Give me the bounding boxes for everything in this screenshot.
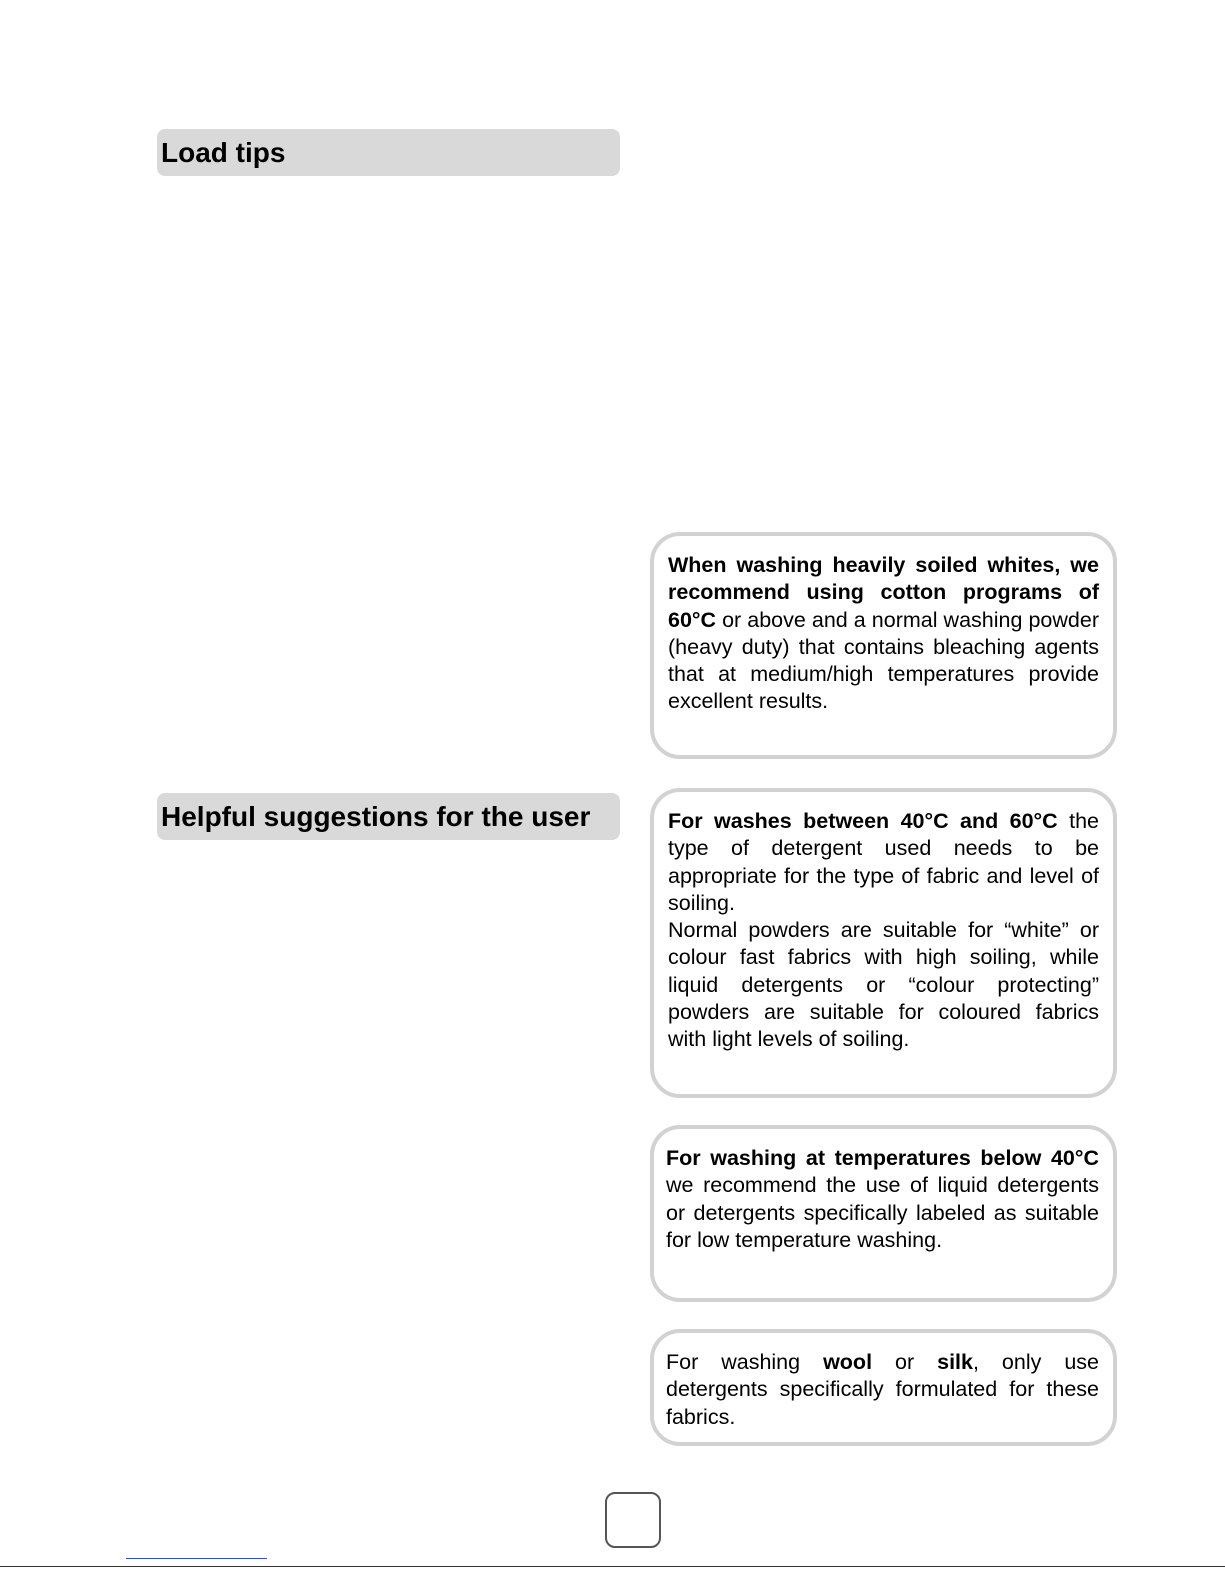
tip-wool-bold-wool: wool — [823, 1350, 873, 1374]
tip-40-60-paragraph-1 — [668, 808, 1099, 917]
page-number-box — [605, 1492, 661, 1548]
tip-whites-paragraph — [668, 552, 1099, 716]
helpful-suggestions-heading-text: Helpful suggestions for the user — [161, 800, 591, 832]
tip-box-40-60 — [650, 788, 1117, 1098]
tip-40-60-text: the type of detergent used needs to be appropriate for the type of fabric and level of soiling. — [668, 809, 1099, 915]
tip-wool-bold-silk: silk — [937, 1350, 973, 1374]
tip-box-below-40 — [650, 1125, 1117, 1302]
page-bottom-rule — [0, 1566, 1225, 1567]
tip-below-40-bold: For washing at temperatures below 40°C — [666, 1146, 1099, 1170]
footer-link-rule — [126, 1558, 267, 1559]
helpful-suggestions-heading — [157, 793, 620, 840]
load-tips-heading — [157, 129, 620, 176]
tip-whites-text: or above and a normal washing powder (heavy duty) that contains bleaching agents that at medium/high temperatures provide excellent results. — [668, 607, 1099, 714]
tip-whites-bold: When washing heavily soiled whites, we recommend using cotton programs of 60°C — [668, 553, 1099, 632]
tip-wool-text-2: or — [872, 1350, 938, 1374]
tip-40-60-bold: For washes between 40°C and 60°C — [668, 809, 1058, 833]
tip-wool-paragraph — [666, 1349, 1099, 1431]
tip-wool-text-1: For washing — [666, 1350, 824, 1374]
load-tips-heading-text: Load tips — [161, 136, 286, 168]
tip-wool-text-3: , only use detergents specifically formulated for these fabrics. — [666, 1350, 1099, 1429]
tip-below-40-text: we recommend the use of liquid detergents or detergents specifically labeled as suitable for low temperature washing. — [666, 1173, 1099, 1252]
tip-box-whites — [650, 532, 1117, 759]
tip-box-wool-silk — [650, 1329, 1117, 1446]
tip-below-40-paragraph — [666, 1145, 1099, 1254]
tip-40-60-paragraph-2: Normal powders are suitable for “white” or colour fast fabrics with high soiling, while liquid detergents or “colour protecting” powders are suitable for coloured fabrics with light levels of soiling. — [668, 918, 1099, 1052]
